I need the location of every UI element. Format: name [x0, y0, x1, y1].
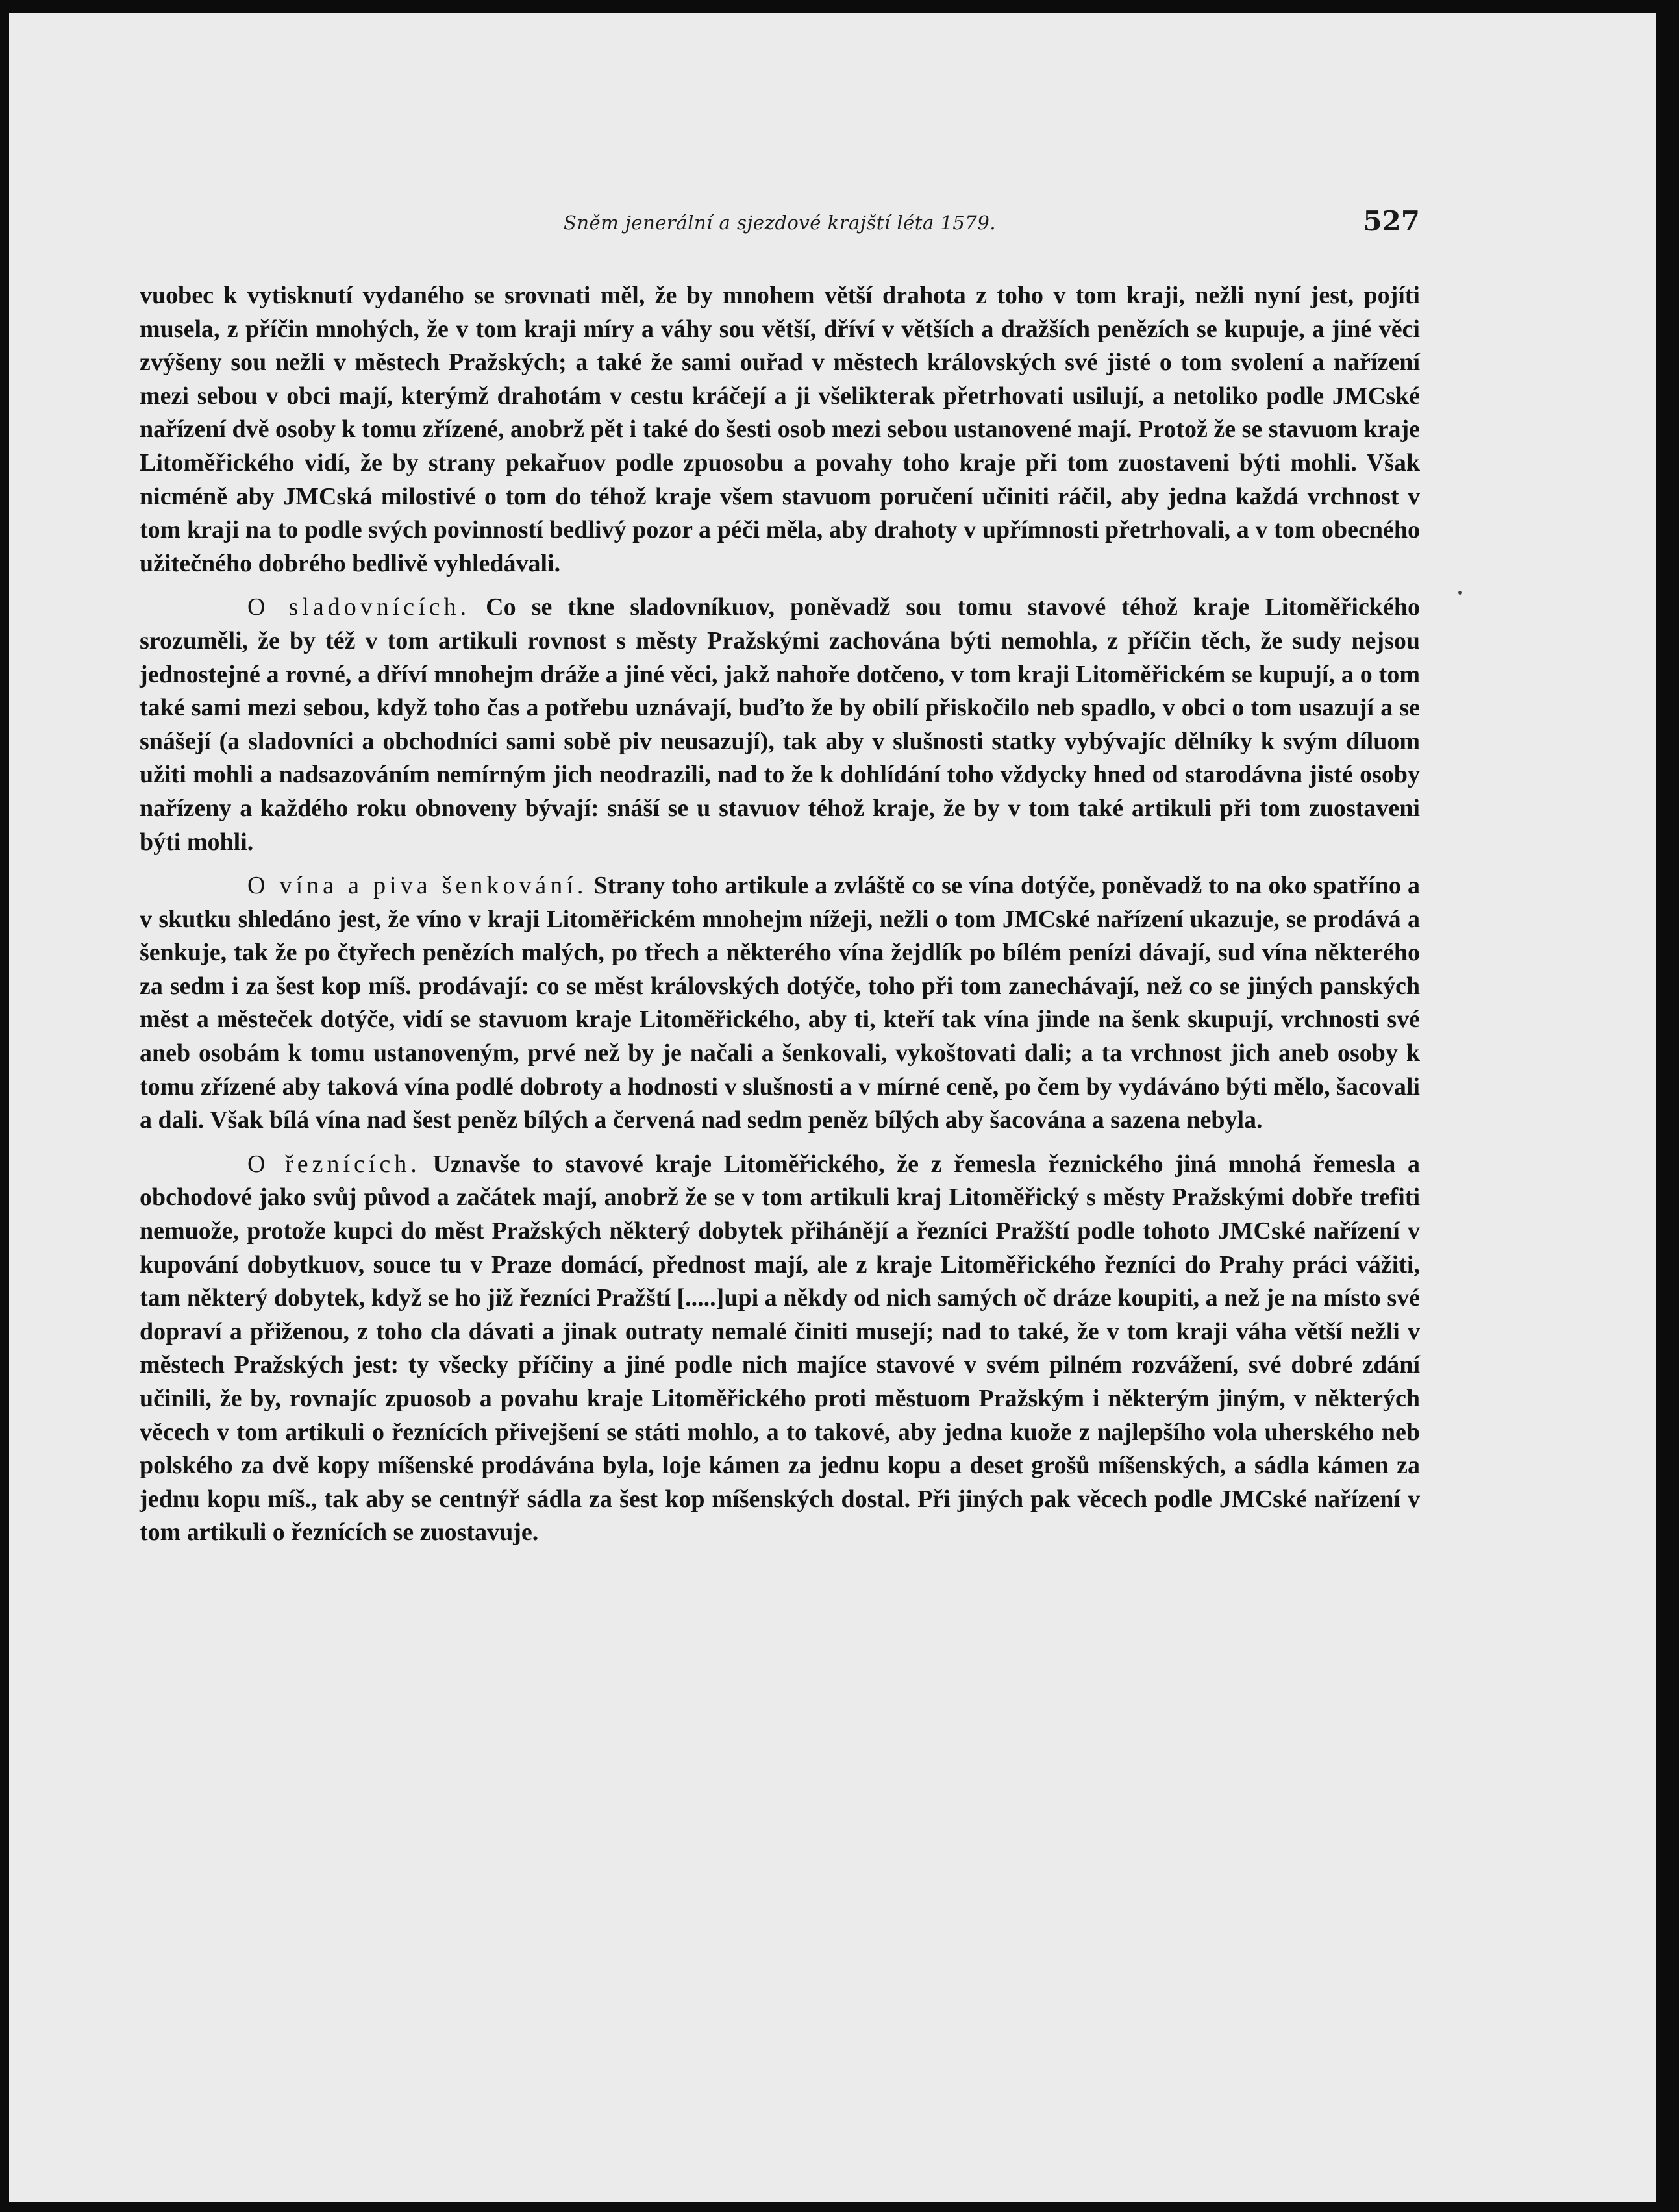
page-header: [140, 205, 1420, 244]
paragraph-text: Co se tkne sladovníkuov, poněvadž sou tomu stavové téhož kraje Litoměřického srozuměli, že by též v tom artikuli rovnost s městy Pražskými zachována býti nemohla, z příčin těch, že sudy nejsou jednostejné a rovné, a dříví mnohejm dráže a jiné věci, jakž nahoře dotčeno, v tom kraji Litoměřickém se kupují, a o tom také sami mezi sebou, když toho čas a potřebu uznávají, buďto že by obilí přiskočilo neb spadlo, v obci o tom usazují a se snášejí (a sladovníci a obchodníci sami sobě piv neusazují), tak aby v slušnosti statky vybývajíc dělníky k svým díluom užiti mohli a nadsazováním nemírným jich neodrazili, nad to že k dohlídání toho vždycky hned od starodávna jisté osoby nařízeny a každého roku obnoveny bývají: snáší se u stavuov téhož kraje, že by v tom také artikuli při tom zuostaveni býti mohli.: [140, 593, 1420, 856]
paragraph-vina-piva: [140, 869, 1420, 1137]
paragraph-continuation: [140, 279, 1420, 580]
page-number: 527: [1363, 205, 1420, 237]
paragraph-reznici: [140, 1148, 1420, 1550]
margin-speck: [1458, 591, 1462, 595]
section-heading: O sladovnících.: [247, 593, 471, 621]
paragraph-sladovnici: [140, 591, 1420, 859]
document-body: [140, 279, 1420, 1560]
paragraph-text: Uznavše to stavové kraje Litoměřického, že z řemesla řeznického jiná mnohá řemesla a obchodové jako svůj původ a začátek mají, anobrž že se v tom artikuli kraj Litoměřický s městy Pražskými dobře trefiti nemuože, protože kupci do měst Pražských některý dobytek přihánějí a řezníci Pražští podle tohoto JMCské nařízení v kupování dobytkuov, souce tu v Praze domácí, přednost mají, ale z kraje Litoměřického řezníci do Prahy práci vážiti, tam některý dobytek, když se ho již řezníci Pražští [.....]upi a někdy od nich samých oč dráze koupiti, a než je na místo své dopraví a přiženou, z toho cla dávati a jinak outraty nemalé činiti musejí; nad to také, že v tom kraji váha větší nežli v městech Pražských jest: ty všecky příčiny a jiné podle nich majíce stavové v svém pilném rozvážení, své dobré zdání učinili, že by, rovnajíc zpuosob a povahu kraje Litoměřického proti městuom Pražským i některým jiným, v některých věcech v tom artikuli o řeznících přivejšení se státi mohlo, a to takové, aby jedna kuože z najlepšího vola uherského neb polského za dvě kopy míšenské prodávána byla, loje kámen za jednu kopu a deset grošů míšenských, a sádla kámen za jednu kopu míš., tak aby se centnýř sádla za šest kop míšenských dostal. Při jiných pak věcech podle JMCské nařízení v tom artikuli o řeznících se zuostavuje.: [140, 1150, 1420, 1547]
paragraph-text: Strany toho artikule a zvláště co se vína dotýče, poněvadž to na oko spatříno a v skutku shledáno jest, že víno v kraji Litoměřickém mnohejm nížeji, nežli o tom JMCské nařízení ukazuje, se prodává a šenkuje, tak že po čtyřech penězích malých, po třech a některého vína žejdlík po bílém penízi dávají, sud vína některého za sedm i za šest kop míš. prodávají: co se měst královských dotýče, toho při tom zanechávají, než co se jiných panských měst a městeček dotýče, vidí se stavuom kraje Litoměřického, aby ti, kteří tak vína jinde na šenk skupují, vrchnosti své aneb osobám k tomu ustanoveným, prvé než by je načali a šenkovali, vykoštovati dali; a ta vrchnost jich aneb osoby k tomu zřízené aby taková vína podlé dobroty a hodnosti v slušnosti a v mírné ceně, po čem by vydáváno býti mělo, šacovali a dali. Však bílá vína nad šest peněz bílých a červená nad sedm peněz bílých aby šacována a sazena nebyla.: [140, 872, 1421, 1134]
running-title: Sněm jenerální a sjezdové krajští léta 1579.: [564, 212, 996, 234]
paragraph-text: vuobec k vytisknutí vydaného se srovnati měl, že by mnohem větší drahota z toho v tom kraji, nežli nyní jest, pojíti musela, z příčin mnohých, že v tom kraji míry a váhy sou větší, dříví v větších a dražších penězích se kupuje, a jiné věci zvýšeny sou nežli v městech Pražských; a také že sami ouřad v městech královských své jisté o tom svolení a nařízení mezi sebou v obci mají, kterýmž drahotám v cestu kráčejí a ji všelikterak přetrhovati usilují, a netoliko podle JMCské nařízení dvě osoby k tomu zřízené, anobrž pět i také do šesti osob mezi sebou ustanovené mají. Protož že se stavuom kraje Litoměřického vidí, že by strany pekařuov podle zpuosobu a povahy toho kraje při tom zuostaveni býti mohli. Však nicméně aby JMCská milostivé o tom do téhož kraje všem stavuom poručení učiniti ráčil, aby jedna každá vrchnost v tom kraji na to podle svých povinností bedlivý pozor a péči měla, aby drahoty v upřímnosti přetrhovali, a v tom obecného užitečného dobrého bedlivě vyhledávali.: [140, 282, 1420, 577]
section-heading: O řeznících.: [247, 1150, 421, 1178]
section-heading: O vína a piva šenkování.: [247, 872, 588, 900]
